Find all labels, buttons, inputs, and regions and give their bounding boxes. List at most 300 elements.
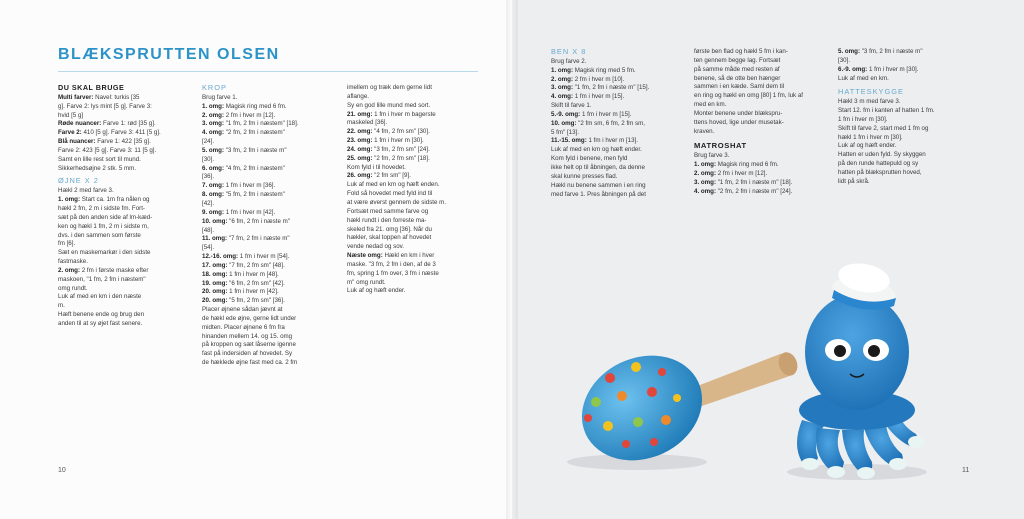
instruction-text: ken og hækl 1 fm, 2 m i sidste m, — [58, 222, 149, 230]
instruction-text: m. — [58, 302, 65, 310]
instruction-line — [202, 173, 337, 182]
instruction-line — [551, 120, 686, 129]
instruction-line — [58, 320, 193, 329]
instruction-text: hækler, skal toppen af hovedet — [347, 234, 432, 242]
instruction-line — [347, 93, 482, 102]
instruction-line — [58, 94, 193, 103]
instruction-text: Kom fyld i til hovedet. — [347, 163, 406, 171]
instruction-line — [551, 155, 686, 164]
instruction-line — [347, 270, 482, 279]
instruction-text: "4 fm, 2 fm sm" [30]. — [372, 128, 430, 136]
instruction-line — [202, 200, 337, 209]
instruction-text: maskoen, "1 fm, 2 fm i næstem" — [58, 275, 146, 283]
instruction-line — [58, 285, 193, 294]
instruction-line — [202, 227, 337, 236]
instruction-text: "6 fm, 2 fm sm" [42]. — [227, 279, 285, 287]
page-number-right: 11 — [962, 467, 970, 474]
instruction-line — [551, 84, 686, 93]
instruction-line — [202, 103, 337, 112]
instruction-line — [838, 178, 973, 187]
instruction-text: midten. Placer øjnene 6 fm fra — [202, 323, 285, 331]
round-label: 9. omg: — [202, 208, 225, 216]
instruction-line — [202, 359, 337, 368]
round-label: 4. omg: — [202, 129, 225, 137]
materials-heading: DU SKAL BRUGE — [58, 83, 125, 92]
body-heading: KROP — [202, 83, 227, 92]
instruction-text: hatten på blæksprutten hoved, — [838, 168, 922, 176]
instruction-text: fm [6]. — [58, 240, 76, 248]
instruction-line — [694, 119, 829, 128]
instruction-text: Brug farve 3. — [694, 152, 730, 160]
instruction-text: hinanden mellem 14. og 15. omg — [202, 332, 293, 340]
instruction-line — [202, 191, 337, 200]
instruction-line — [202, 262, 337, 271]
round-label: 5.-9. omg: — [551, 110, 581, 118]
round-label: 22. omg: — [347, 128, 373, 136]
instruction-line — [694, 188, 829, 197]
instruction-line — [202, 165, 337, 174]
instruction-line — [347, 155, 482, 164]
round-label: 18. omg: — [202, 270, 228, 278]
instruction-line — [58, 302, 193, 311]
instruction-line — [58, 112, 193, 121]
round-label: 6. omg: — [202, 164, 225, 172]
round-label: 23. omg: — [347, 137, 373, 145]
instruction-line — [58, 156, 193, 165]
instruction-text: 1 fm i hver m [42]. — [227, 288, 279, 296]
instruction-text: Sy en god lille mund med sort. — [347, 101, 431, 109]
instruction-text: Magisk ring med 5 fm. — [573, 66, 636, 74]
instruction-text: de hækl ede øjne, gerne lidt under — [202, 314, 297, 322]
instruction-line — [202, 244, 337, 253]
round-label: 3. omg: — [202, 120, 225, 128]
column-sailor-hat — [694, 48, 829, 197]
instruction-text: 1 fm i hver m [42]. — [224, 208, 276, 216]
instruction-text: [42]. — [202, 199, 215, 207]
instruction-text: Luk af med en km og hæft enden. — [347, 181, 440, 189]
instruction-text: ten gennem begge lag. Fortsæt — [694, 56, 781, 64]
round-label: 19. omg: — [202, 279, 228, 287]
instruction-text: Placer øjnene sådan jævnt at — [202, 306, 283, 314]
instruction-line — [58, 311, 193, 320]
instruction-text: "2 fm sm, 6 fm, 2 fm sm, — [576, 119, 645, 127]
instruction-text: Skift til farve 2, start med 1 fm og — [838, 124, 929, 132]
instruction-line — [347, 226, 482, 235]
instruction-line — [58, 205, 193, 214]
instruction-text: ikke helt op til åbningen, da denne — [551, 163, 645, 171]
instruction-line — [347, 181, 482, 190]
instruction-text: Fortsæt med samme farve og — [347, 207, 429, 215]
instruction-line — [694, 170, 829, 179]
page-number-left: 10 — [58, 467, 66, 474]
instruction-text: 5 fm" [13]. — [551, 128, 579, 136]
instruction-line — [694, 57, 829, 66]
instruction-text: [48]. — [202, 226, 215, 234]
instruction-line — [347, 234, 482, 243]
instruction-line — [551, 102, 686, 111]
instruction-text: Hækl 2 med farve 3. — [58, 187, 114, 195]
instruction-line — [838, 57, 973, 66]
instruction-text: "2 fm, 2 fm i næste m" [24]. — [716, 187, 793, 195]
instruction-text: Hækl nu benene sammen i en ring — [551, 181, 646, 189]
instruction-line — [838, 48, 973, 57]
instruction-text: skeled fra 21. omg [36]. Når du — [347, 225, 432, 233]
instruction-line — [551, 93, 686, 102]
round-label: 4. omg: — [551, 93, 574, 101]
instruction-text: 1 fm i hver m [54]. — [238, 253, 290, 261]
instruction-text: [24]. — [202, 138, 215, 146]
column-materials — [58, 84, 193, 329]
instruction-line — [202, 112, 337, 121]
instruction-text: "1 fm, 2 fm i næstem" [18]. — [224, 120, 299, 128]
instruction-text: Hæft benene ende og brug den — [58, 311, 145, 319]
instruction-text: med farve 1. Pres åbningen på det — [551, 190, 646, 198]
instruction-text: sammen i en kæde. Saml dem til — [694, 83, 785, 91]
instruction-text: hvid [5 g] — [58, 111, 84, 119]
instruction-line — [347, 190, 482, 199]
instruction-line — [202, 218, 337, 227]
round-label: 1. omg: — [551, 66, 574, 74]
instruction-line — [347, 208, 482, 217]
instruction-text: 2 fm i første maske efter — [80, 266, 149, 274]
instruction-text: benene, så de otte ben hænger — [694, 74, 781, 82]
instruction-text: Hatten er uden fyld. Sy skyggen — [838, 151, 926, 159]
instruction-text: 1 fm i hver m [13]. — [586, 137, 638, 145]
instruction-text: Hækl 3 m med farve 3. — [838, 98, 901, 106]
instruction-line — [694, 83, 829, 92]
instruction-line — [347, 261, 482, 270]
instruction-line — [551, 191, 686, 200]
instruction-line — [838, 160, 973, 169]
round-label: 6.-9. omg: — [838, 65, 868, 73]
instruction-line — [694, 101, 829, 110]
instruction-text: Sikkerhedsøjne 2 stk. 5 mm. — [58, 164, 137, 172]
instruction-text: Samt en lille rest sort til mund. — [58, 155, 141, 163]
instruction-text: Luk af med en km. — [838, 74, 889, 82]
round-label: 10. omg: — [202, 217, 228, 225]
instruction-text: ttens hoved, lige under musetak- — [694, 118, 784, 126]
instruction-line — [347, 164, 482, 173]
instruction-line — [838, 125, 973, 134]
round-label: 7. omg: — [202, 182, 225, 190]
instruction-line — [347, 287, 482, 296]
instruction-line — [202, 271, 337, 280]
instruction-line — [202, 138, 337, 147]
round-label: 5. omg: — [838, 48, 861, 55]
instruction-text: "5 fm, 2 fm i næstem" — [224, 191, 285, 199]
instruction-text: Luk af med en km i den næste — [58, 293, 142, 301]
round-label: 21. omg: — [347, 110, 373, 118]
instruction-line — [347, 111, 482, 120]
instruction-text: at være øverst gennem de sidste m. — [347, 198, 447, 206]
sailor-hat-heading: MATROSHAT — [694, 141, 747, 151]
instruction-text: 1 fm i hver m bagerste — [372, 110, 436, 118]
instruction-text: "2 fm, 2 fm i næstem" — [224, 129, 285, 137]
instruction-line — [202, 182, 337, 191]
instruction-line — [347, 172, 482, 181]
instruction-text: [54]. — [202, 244, 215, 252]
instruction-text: Brug farve 2. — [551, 57, 587, 65]
round-label: Blå nuancer: — [58, 138, 96, 146]
instruction-line — [58, 165, 193, 174]
instruction-line — [347, 217, 482, 226]
instruction-text: "4 fm, 2 fm i næstem" — [224, 164, 285, 172]
instruction-text: Luk af og hæft ender. — [347, 287, 406, 295]
instruction-line — [347, 199, 482, 208]
instruction-text: Farve 2: 423 [5 g]. Farve 3: 11 [5 g]. — [58, 146, 157, 154]
instruction-line — [202, 306, 337, 315]
instruction-line — [694, 179, 829, 188]
instruction-line — [838, 142, 973, 151]
instruction-line — [694, 66, 829, 75]
instruction-line — [202, 156, 337, 165]
instruction-line — [202, 235, 337, 244]
instruction-line — [347, 102, 482, 111]
instruction-text: Skift til farve 1. — [551, 102, 592, 110]
round-label: 11. omg: — [202, 235, 228, 243]
instruction-line — [58, 267, 193, 276]
instruction-text: "1 fm, 2 fm i næste m" [18]. — [716, 178, 793, 186]
instruction-text: første ben flad og hækl 5 fm i kan- — [694, 48, 788, 55]
instruction-text: Farve 1: rød [35 g]. — [101, 120, 156, 128]
instruction-text: m" omg rundt. — [347, 278, 386, 286]
instruction-line — [58, 129, 193, 138]
instruction-line — [551, 173, 686, 182]
instruction-line — [694, 75, 829, 84]
instruction-text: maskeled [36]. — [347, 119, 388, 127]
column-body — [202, 84, 337, 368]
instruction-line — [202, 324, 337, 333]
round-label: 20. omg: — [202, 297, 228, 305]
instruction-text: 2 fm i hver m [10]. — [573, 75, 625, 83]
instruction-text: "1 fm, 2 fm i næste m" [15]. — [573, 84, 650, 92]
column-body-cont — [347, 84, 482, 296]
instruction-line — [202, 147, 337, 156]
round-label: 1. omg: — [694, 161, 717, 169]
instruction-line — [58, 138, 193, 147]
instruction-text: Luk af og hæft ender. — [838, 142, 897, 150]
legs-heading: BEN X 8 — [551, 47, 587, 56]
round-label: Farve 2: — [58, 129, 82, 137]
instruction-line — [838, 75, 973, 84]
instruction-text: "6 fm, 2 fm i næste m" — [227, 217, 290, 225]
round-label: Næste omg: — [347, 252, 383, 260]
round-label: 2. omg: — [202, 111, 225, 119]
instruction-line — [58, 232, 193, 241]
instruction-text: 1 fm i hver m [36]. — [224, 182, 276, 190]
instruction-line — [694, 92, 829, 101]
instruction-line — [58, 196, 193, 205]
instruction-text: dvs. i den sammen som første — [58, 231, 141, 239]
instruction-line — [58, 120, 193, 129]
instruction-text: aflange. — [347, 92, 370, 100]
round-label: 24. omg: — [347, 145, 373, 153]
instruction-line — [202, 350, 337, 359]
instruction-text: kraven. — [694, 127, 715, 135]
instruction-line — [347, 128, 482, 137]
instruction-line — [838, 151, 973, 160]
instruction-text: 1 fm i hver m [30]. — [838, 115, 888, 123]
instruction-text: Monter benene under blækspru- — [694, 109, 783, 117]
instruction-line — [58, 147, 193, 156]
instruction-line — [551, 58, 686, 67]
round-label: 1. omg: — [202, 102, 225, 110]
round-label: 5. omg: — [202, 146, 225, 154]
instruction-line — [551, 146, 686, 155]
instruction-line — [551, 129, 686, 138]
instruction-text: [36]. — [202, 173, 215, 181]
instruction-line — [202, 94, 337, 103]
round-label: 17. omg: — [202, 261, 228, 269]
instruction-text: omg rundt. — [58, 284, 88, 292]
instruction-text: imellem og træk dem gerne lidt — [347, 84, 432, 91]
instruction-line — [202, 209, 337, 218]
instruction-text: "3 fm, 2 fm i næste m" — [860, 48, 923, 55]
instruction-text: lidt på skrå. — [838, 177, 870, 185]
instruction-text: anden til at sy øjet fast senere. — [58, 319, 143, 327]
instruction-line — [202, 288, 337, 297]
instruction-text: Kom fyld i benene, men fyld — [551, 155, 628, 163]
round-label: 4. omg: — [694, 187, 717, 195]
instruction-text: 2 fm i hver m [12]. — [224, 111, 276, 119]
round-label: 2. omg: — [58, 266, 81, 274]
instruction-line — [838, 66, 973, 75]
instruction-line — [58, 293, 193, 302]
instruction-text: med en km. — [694, 101, 727, 109]
instruction-line — [838, 107, 973, 116]
instruction-line — [838, 169, 973, 178]
instruction-text: "7 fm, 2 fm sm" [48]. — [227, 261, 285, 269]
instruction-text: 1 fm i hver m [15]. — [580, 110, 632, 118]
instruction-text: Sæt en maskemarkør i den sidste — [58, 249, 151, 257]
instruction-line — [551, 182, 686, 191]
round-label: 3. omg: — [694, 178, 717, 186]
instruction-line — [347, 146, 482, 155]
round-label: Røde nuancer: — [58, 120, 102, 128]
instruction-line — [694, 152, 829, 161]
round-label: 26. omg: — [347, 172, 373, 180]
instruction-text: hækl 1 fm i hver m [30]. — [838, 133, 903, 141]
instruction-line — [58, 187, 193, 196]
round-label: 10. omg: — [551, 119, 577, 127]
instruction-text: maske. "3 fm, 2 fm i den, af de 3 — [347, 260, 436, 268]
octopus-icon — [797, 294, 924, 479]
instruction-text: på samme måde med resten af — [694, 65, 780, 73]
instruction-line — [58, 240, 193, 249]
instruction-text: fm, spring 1 fm over, 3 fm i næste — [347, 269, 439, 277]
instruction-text: "3 fm, 2 fm i næste m" — [224, 146, 287, 154]
instruction-text: fastmaske. — [58, 258, 88, 266]
instruction-line — [838, 98, 973, 107]
instruction-line — [694, 128, 829, 137]
instruction-line — [551, 164, 686, 173]
instruction-line — [58, 214, 193, 223]
instruction-line — [694, 161, 829, 170]
instruction-line — [202, 333, 337, 342]
instruction-text: Fold så hovedet med fyld ind til — [347, 190, 433, 198]
instruction-text: "2 fm, 2 fm sm" [18]. — [372, 154, 430, 162]
instruction-text: hækl rundt i den forreste ma- — [347, 216, 427, 224]
instruction-line — [202, 315, 337, 324]
instruction-text: sæt på den anden side af lm-kæd- — [58, 213, 153, 221]
round-label: 2. omg: — [694, 169, 717, 177]
instruction-line — [551, 67, 686, 76]
round-label: 2. omg: — [551, 75, 574, 83]
instruction-text: skal kunne presses flad. — [551, 172, 618, 180]
column-hat-brim — [838, 48, 973, 187]
instruction-text: hækl 2 fm, 2 m i sidste fm. Fort- — [58, 204, 145, 212]
round-label: 20. omg: — [202, 288, 228, 296]
instruction-line — [202, 120, 337, 129]
instruction-line — [347, 279, 482, 288]
eyes-heading: ØJNE X 2 — [58, 176, 99, 186]
round-label: 25. omg: — [347, 154, 373, 162]
instruction-text: g]. Farve 2: lys mint [5 g]. Farve 3: — [58, 102, 152, 110]
instruction-line — [551, 111, 686, 120]
instruction-line — [202, 280, 337, 289]
round-label: 3. omg: — [551, 84, 574, 92]
round-label: Multi farver: — [58, 93, 94, 101]
instruction-line — [58, 223, 193, 232]
instruction-line — [202, 253, 337, 262]
instruction-line — [202, 297, 337, 306]
instruction-text: 410 [5 g]. Farve 3: 411 [5 g]. — [81, 129, 161, 137]
instruction-text: på kroppen og sæt låserne igenne — [202, 341, 296, 349]
instruction-line — [694, 110, 829, 119]
instruction-text: 1 fm i hver m [30]. — [372, 137, 424, 145]
instruction-text: "3 fm, 2 fm sm" [24]. — [372, 145, 430, 153]
instruction-line — [58, 249, 193, 258]
instruction-line — [838, 134, 973, 143]
instruction-line — [838, 116, 973, 125]
instruction-text: Luk af med en km og hæft ender. — [551, 146, 642, 154]
instruction-text: Magisk ring med 6 fm. — [224, 102, 287, 110]
round-label: 11.-15. omg: — [551, 137, 587, 145]
round-label: 1. omg: — [58, 196, 81, 204]
instruction-text: Start 12. fm i kanten af hatten 1 fm. — [838, 107, 935, 115]
instruction-line — [347, 243, 482, 252]
instruction-text: på den runde hattepuld og sy — [838, 160, 919, 168]
instruction-text: "2 fm sm" [9]. — [372, 172, 411, 180]
instruction-text: 2 fm i hver m [12]. — [716, 169, 768, 177]
instruction-line — [202, 341, 337, 350]
instruction-text: [30]. — [838, 56, 851, 64]
hat-brim-heading: HATTESKYGGE — [838, 87, 904, 97]
instruction-text: "7 fm, 2 fm i næste m" — [227, 235, 290, 243]
instruction-line — [347, 119, 482, 128]
instruction-text: [30]. — [202, 155, 215, 163]
round-label: 8. omg: — [202, 191, 225, 199]
instruction-line — [551, 137, 686, 146]
column-legs — [551, 48, 686, 199]
instruction-line — [551, 76, 686, 85]
instruction-text: Magisk ring med 6 fm. — [716, 161, 779, 169]
instruction-line — [694, 48, 829, 57]
instruction-text: Brug farve 1. — [202, 93, 238, 101]
instruction-line — [347, 252, 482, 261]
page-title: BLÆKSPRUTTEN OLSEN — [58, 46, 280, 63]
instruction-text: 1 fm i hver m [15]. — [573, 93, 625, 101]
instruction-text: 1 fm i hver m [30]. — [867, 65, 919, 73]
product-photo — [512, 240, 1024, 519]
instruction-line — [347, 137, 482, 146]
instruction-line — [58, 103, 193, 112]
instruction-text: Navel: turkis [35 — [93, 93, 140, 101]
instruction-line — [347, 84, 482, 93]
instruction-text: Farve 1: 422 [35 g]. — [95, 138, 151, 146]
title-rule — [58, 71, 478, 72]
instruction-line — [202, 129, 337, 138]
